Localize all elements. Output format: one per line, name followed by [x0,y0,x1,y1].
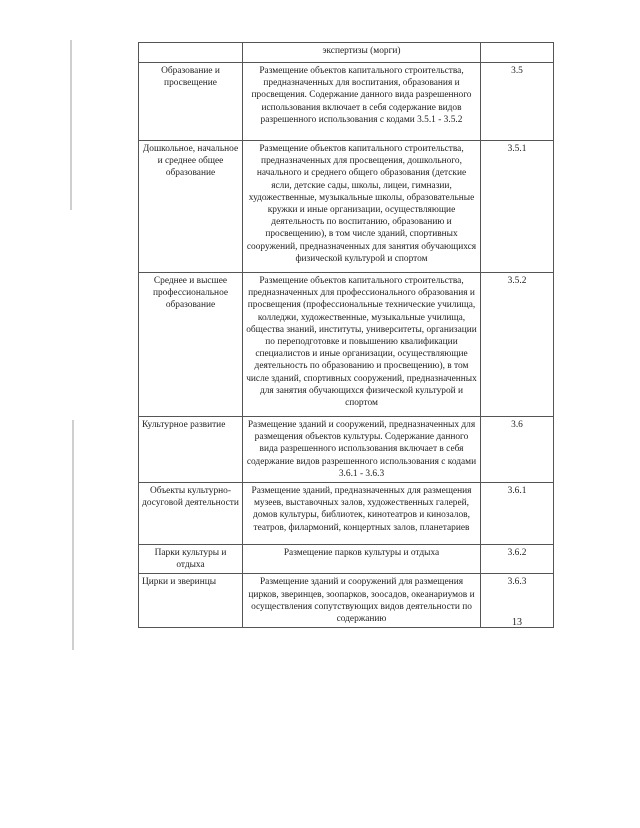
use-code: 3.5.1 [481,141,554,273]
use-name: Дошкольное, начальное и среднее общее образование [139,141,243,273]
table-row [139,273,554,417]
use-name: Среднее и высшее профессиональное образование [139,273,243,417]
use-description: Размещение парков культуры и отдыха [243,545,481,574]
table-row [139,545,554,574]
use-name [139,43,243,63]
use-code: 3.6.1 [481,483,554,545]
use-code [481,43,554,63]
table-row [139,417,554,483]
scan-mark [70,40,72,210]
table-row [139,141,554,273]
use-description: Размещение объектов капитального строительства, предназначенных для профессионального образования и просвещения (профессиональные технические училища, колледжи, художественные, музыкальные училища, общества знаний, институты, университеты, организации по переподготовке и повышению квалификации специалистов и иные организации, осуществляющие деятельность по образованию и просвещению), в том числе зданий, спортивных сооружений, предназначенных для занятия обучающихся физической культурой и спортом [243,273,481,417]
use-description: Размещение зданий и сооружений, предназначенных для размещения объектов культуры. Содержание данного вида разрешенного использования включает в себя содержание видов разрешенного использования с кодами 3.6.1 - 3.6.3 [243,417,481,483]
use-code: 3.5 [481,63,554,141]
table-row [139,63,554,141]
scan-mark [72,420,74,650]
table-row [139,43,554,63]
use-description: Размещение объектов капитального строительства, предназначенных для воспитания, образования и просвещения. Содержание данного вида разрешенного использования включает в себя содержание видов разрешенного использования с кодами 3.5.1 - 3.5.2 [243,63,481,141]
use-name: Объекты культурно-досуговой деятельности [139,483,243,545]
table-row [139,574,554,628]
page-number: 13 [512,617,522,628]
use-code: 3.5.2 [481,273,554,417]
use-code: 3.6.3 [481,574,554,628]
table-row [139,483,554,545]
use-name: Парки культуры и отдыха [139,545,243,574]
use-code: 3.6.2 [481,545,554,574]
use-description: экспертизы (морги) [243,43,481,63]
use-description: Размещение зданий и сооружений для размещения цирков, зверинцев, зоопарков, зоосадов, океанариумов и осуществления сопутствующих видов деятельности по содержанию [243,574,481,628]
use-description: Размещение зданий, предназначенных для размещения музеев, выставочных залов, художественных галерей, домов культуры, библиотек, кинотеатров и кинозалов, театров, филармоний, концертных залов, планетариев [243,483,481,545]
use-name: Образование и просвещение [139,63,243,141]
use-name: Культурное развитие [139,417,243,483]
land-use-table [138,42,554,628]
use-name: Цирки и зверинцы [139,574,243,628]
use-code: 3.6 [481,417,554,483]
use-description: Размещение объектов капитального строительства, предназначенных для просвещения, дошкольного, начального и среднего общего образования (детские ясли, детские сады, школы, лицеи, гимназии, художественные, музыкальные школы, образовательные кружки и иные организации, осуществляющие деятельность по воспитанию, образованию и просвещению), в том числе зданий, спортивных сооружений, предназначенных для занятия обучающихся физической культурой и спортом [243,141,481,273]
